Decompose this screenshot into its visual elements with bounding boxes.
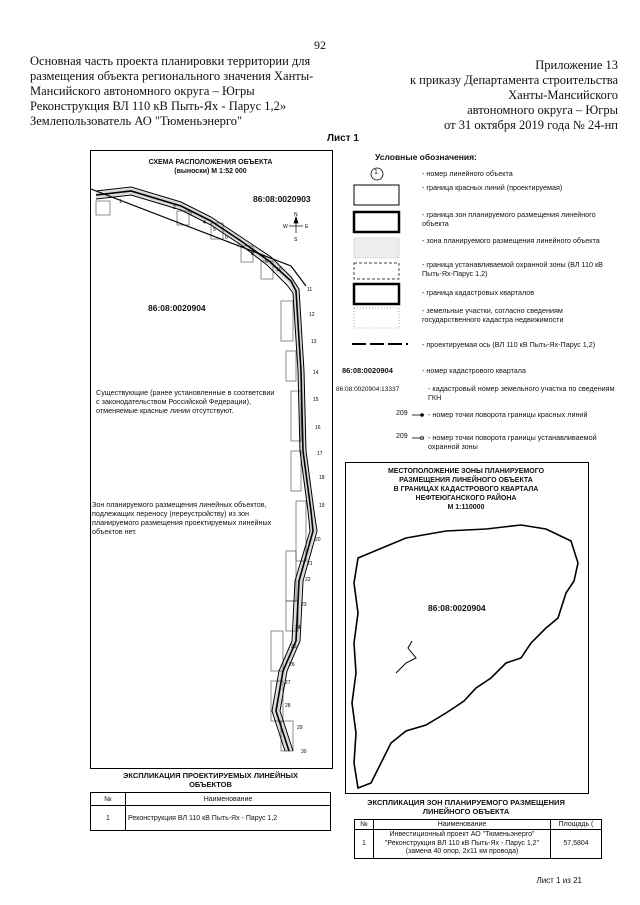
header-left-line: Реконструкция ВЛ 110 кВ Пыть-Ях - Парус 1,2» bbox=[30, 99, 287, 113]
header-left-line: Мансийского автономного округа – Югры bbox=[30, 84, 255, 98]
table-header-row bbox=[355, 820, 602, 830]
table-cell: 1 bbox=[355, 830, 374, 859]
point-label: 10 bbox=[276, 267, 282, 273]
inner-boundary bbox=[396, 641, 416, 673]
header-left-line: размещения объекта регионального значения Ханты- bbox=[30, 69, 314, 83]
point-label: 11 bbox=[307, 287, 313, 293]
table-header-cell: Наименование bbox=[374, 820, 551, 830]
compass-w: W bbox=[283, 224, 288, 230]
scheme-map-title bbox=[90, 158, 331, 176]
legend-text: - зона планируемого размещения линейного объекта bbox=[422, 236, 600, 245]
location-map-title bbox=[345, 467, 587, 512]
legend-point-red-dot bbox=[420, 413, 424, 417]
point-label: 5 bbox=[213, 227, 216, 233]
point-label: 26 bbox=[289, 662, 295, 668]
legend-symbol-point-red: 209 bbox=[396, 410, 408, 417]
legend-symbol-point-zone: 209 bbox=[396, 433, 408, 440]
scheme-map-title-line: СХЕМА РАСПОЛОЖЕНИЯ ОБЪЕКТА bbox=[148, 159, 273, 166]
point-label: 9 bbox=[265, 259, 268, 265]
legend-text: - кадастровый номер земельного участка по сведениям ГКН bbox=[428, 384, 615, 402]
point-label: 21 bbox=[307, 561, 313, 567]
header-left-line: Землепользователь АО "Тюменьэнерго" bbox=[30, 114, 243, 128]
legend-text: - граница зон планируемого размещения линейного объекта bbox=[422, 210, 596, 228]
legend-text: - номер точки поворота границы устанавливаемой охранной зоны bbox=[428, 433, 597, 451]
table-cell: Реконструкция ВЛ 110 кВ Пыть-Ях - Парус 1,2 bbox=[126, 806, 331, 831]
legend-text: - граница кадастровых кварталов bbox=[422, 288, 535, 297]
location-title-line: МЕСТОПОЛОЖЕНИЕ ЗОНЫ ПЛАНИРУЕМОГО bbox=[387, 468, 545, 475]
cadastral-number-main: 86:08:0020904 bbox=[148, 303, 206, 313]
legend-text: - номер точки поворота границы красных линий bbox=[428, 410, 588, 419]
header-left-line: Основная часть проекта планировки территории для bbox=[30, 54, 311, 68]
objects-table-title-line: ОБЪЕКТОВ bbox=[189, 780, 232, 789]
legend-symbol-parcel: 86:08:0020904:13337 bbox=[336, 386, 400, 393]
legend-red-line-icon bbox=[354, 185, 399, 205]
point-label: 30 bbox=[301, 749, 307, 755]
location-title-line: В ГРАНИЦАХ КАДАСТРОВОГО КВАРТАЛА bbox=[393, 486, 539, 493]
point-label: 22 bbox=[305, 577, 311, 583]
header-right-line: к приказу Департамента строительства bbox=[409, 73, 618, 87]
header-right-line: Ханты-Мансийского bbox=[508, 88, 618, 102]
table-row bbox=[355, 830, 602, 859]
table-header-cell: Площадь ( bbox=[551, 820, 602, 830]
point-label: 24 bbox=[295, 625, 301, 631]
legend-zone-fill-icon bbox=[354, 238, 399, 258]
location-title-line: НЕФТЕЮГАНСКОГО РАЙОНА bbox=[415, 495, 517, 502]
point-label: 13 bbox=[311, 339, 317, 345]
table-header-row bbox=[91, 793, 331, 806]
location-title-line: М 1:110000 bbox=[447, 504, 485, 511]
district-boundary bbox=[352, 525, 578, 788]
table-header-cell: № bbox=[91, 793, 126, 806]
point-label: 20 bbox=[315, 537, 321, 543]
header-right-line: от 31 октября 2019 года № 24-нп bbox=[444, 118, 618, 132]
zones-table-title-line: ЭКСПЛИКАЦИЯ ЗОН ПЛАНИРУЕМОГО РАЗМЕЩЕНИЯ bbox=[367, 798, 565, 807]
legend-text: - граница устанавливаемой охранной зоны (ВЛ 110 кВ Пыть-Ях-Парус 1,2) bbox=[422, 260, 603, 278]
point-label: 25 bbox=[291, 644, 297, 650]
point-label: 16 bbox=[315, 425, 321, 431]
table-cell: Инвестиционный проект АО "Тюменьэнерго" "Реконструкция ВЛ 110 кВ Пыть-Ях - Парус 1,2" (замена 40 опор, 2х11 км провода) bbox=[374, 830, 551, 859]
location-map bbox=[346, 463, 588, 793]
point-label: 27 bbox=[285, 680, 291, 686]
zones-table-title-line: ЛИНЕЙНОГО ОБЪЕКТА bbox=[422, 807, 510, 816]
page-number: 92 bbox=[314, 38, 326, 52]
note-zones: Зон планируемого размещения линейных объектов, подлежащих переносу (переустройству) из зон планируемого размещения проектируемых линейных объектов нет. bbox=[92, 500, 272, 536]
legend-protection-zone-icon bbox=[354, 263, 399, 279]
point-label: 17 bbox=[317, 451, 323, 457]
legend-cadastral-quarter-icon bbox=[354, 284, 399, 304]
legend-text: - номер линейного объекта bbox=[422, 169, 513, 178]
zones-table bbox=[354, 819, 602, 859]
table-cell: 1 bbox=[91, 806, 126, 831]
legend-text: - граница красных линий (проектируемая) bbox=[422, 183, 563, 192]
scheme-map-title-line: (выноски) М 1:52 000 bbox=[174, 168, 247, 175]
point-label: 8 bbox=[251, 251, 254, 257]
sheet-label: Лист 1 bbox=[327, 133, 359, 144]
legend-text: - земельные участки, согласно сведениям государственного кадастра недвижимости bbox=[422, 306, 564, 324]
location-title-line: РАЗМЕЩЕНИЯ ЛИНЕЙНОГО ОБЪЕКТА bbox=[399, 477, 533, 484]
point-label: 7 bbox=[237, 243, 240, 249]
header-right-line: автономного округа – Югры bbox=[467, 103, 618, 117]
compass-icon bbox=[289, 217, 303, 233]
legend-title: Условные обозначения: bbox=[375, 152, 477, 162]
legend-zone-border-icon bbox=[354, 212, 399, 232]
point-label: 15 bbox=[313, 397, 319, 403]
land-parcels bbox=[96, 201, 306, 751]
legend-symbol-quarter: 86:08:0020904 bbox=[342, 366, 393, 375]
point-label: 19 bbox=[319, 503, 325, 509]
point-label: 29 bbox=[297, 725, 303, 731]
objects-table bbox=[90, 792, 331, 831]
legend-text: - проектируемая ось (ВЛ 110 кВ Пыть-Ях-Парус 1,2) bbox=[422, 340, 596, 349]
note-red-lines: Существующие (ранее установленные в соответсвии с законодательством Российской Федерации), отменяемые красные линии отсутствуют. bbox=[96, 388, 275, 415]
objects-table-title-line: ЭКСПЛИКАЦИЯ ПРОЕКТИРУЕМЫХ ЛИНЕЙНЫХ bbox=[123, 771, 298, 780]
zones-table-title bbox=[345, 798, 587, 816]
header-right-line: Приложение 13 bbox=[535, 58, 618, 72]
header-left-block bbox=[30, 54, 330, 129]
legend-text: - номер кадастрового квартала bbox=[422, 366, 526, 375]
header-right-block bbox=[338, 58, 618, 133]
legend-symbol-number: 1 bbox=[374, 169, 378, 176]
point-label: 12 bbox=[309, 312, 315, 318]
table-header-cell: Наименование bbox=[126, 793, 331, 806]
point-label: 3 bbox=[189, 211, 192, 217]
table-header-cell: № bbox=[355, 820, 374, 830]
scheme-map-frame bbox=[90, 150, 333, 769]
sheet-footer: Лист 1 из 21 bbox=[536, 876, 582, 885]
compass-n: N bbox=[294, 212, 298, 218]
compass-s: S bbox=[294, 237, 298, 243]
point-label: 1 bbox=[119, 199, 122, 205]
location-cadastral-label: 86:08:0020904 bbox=[428, 603, 486, 613]
table-row bbox=[91, 806, 331, 831]
objects-table-title bbox=[90, 771, 331, 789]
table-cell: 57,5804 bbox=[551, 830, 602, 859]
point-label: 2 bbox=[173, 205, 176, 211]
point-label: 14 bbox=[313, 370, 319, 376]
point-label: 23 bbox=[301, 602, 307, 608]
point-label: 28 bbox=[285, 703, 291, 709]
legend-land-parcel-icon bbox=[354, 308, 399, 328]
legend bbox=[336, 164, 620, 459]
point-label: 18 bbox=[319, 475, 325, 481]
cadastral-number-top: 86:08:0020903 bbox=[253, 194, 311, 204]
compass-e: E bbox=[305, 224, 309, 230]
point-label: 6 bbox=[225, 235, 228, 241]
scheme-map bbox=[91, 151, 332, 768]
point-label: 4 bbox=[203, 220, 206, 226]
